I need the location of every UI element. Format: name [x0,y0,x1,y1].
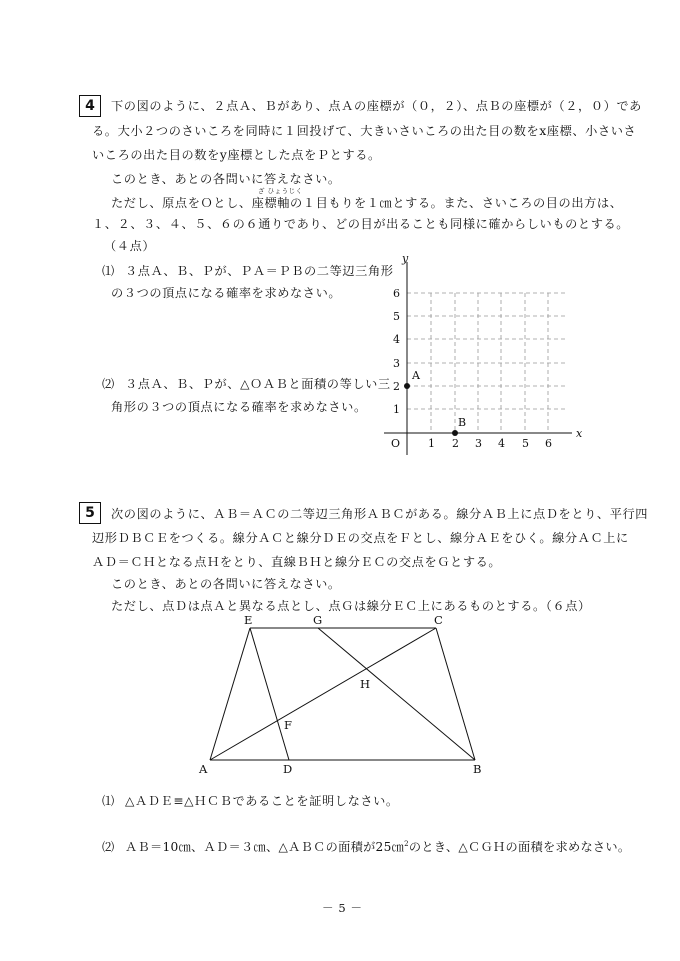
x-tick-3: 3 [475,437,482,450]
problem-5-q1-number: ⑴ [102,794,115,808]
problem-4-q1-number: ⑴ [102,264,115,278]
label-d: D [283,762,293,776]
problem-5-q2-number: ⑵ [102,840,115,854]
x-tick-6: 6 [545,437,552,450]
problem-4-ruby: ざ ひょうじく [258,187,303,195]
segment-bc [436,628,475,760]
segment-ac [210,628,436,760]
q2-text-part-b: のとき、△ＣＧＨの面積を求めなさい。 [408,840,631,855]
label-b: B [473,762,482,776]
x-tick-2: 2 [452,437,459,450]
problem-5-line-4: このとき、あとの各問いに答えなさい。 [111,577,341,591]
problem-4-q1-line-1: ３点Ａ、Ｂ、Ｐが、ＰＡ＝ＰＢの二等辺三角形 [125,264,394,278]
segment-de [250,628,289,760]
problem-5-line-5: ただし、点Ｄは点Ａと異なる点とし、点Ｇは線分ＥＣ上にあるものとする。（６点） [111,599,591,613]
problem-5-q1-text: △ＡＤＥ≡△ＨＣＢであることを証明しなさい。 [125,794,399,808]
x-tick-5: 5 [522,437,529,450]
problem-4-number: 4 [79,95,101,117]
point-a-marker [404,383,410,389]
y-tick-4: 4 [393,333,400,346]
y-tick-3: 3 [393,357,400,370]
y-tick-6: 6 [393,287,400,300]
problem-4-line-6: １、２、３、４、５、６の６通りであり、どの目が出ることも同様に確からしいものとする。 [92,217,630,231]
label-g: G [313,613,323,627]
label-e: E [244,613,253,627]
problem-5-line-1: 次の図のように、ＡＢ＝ＡＣの二等辺三角形ＡＢＣがある。線分ＡＢ上に点Ｄをとり、平行四 [111,507,649,521]
segment-bg [318,628,475,760]
problem-4-line-2: る。大小２つのさいころを同時に１回投げて、大きいさいころの出た目の数をx座標、小さいさ [92,124,637,138]
problem-5-line-3: ＡＤ＝ＣＨとなる点Ｈをとり、直線ＢＨと線分ＥＣの交点をＧとする。 [92,555,502,569]
x-tick-1: 1 [428,437,435,450]
origin-label: O [391,437,401,450]
x-axis-label: x [576,427,583,440]
point-b-marker [452,430,458,436]
problem-4-line-4: このとき、あとの各問いに答えなさい。 [111,172,341,186]
graph-grid [407,293,565,433]
q2-text-part-a: ＡＢ＝10㎝、ＡＤ＝３㎝、△ＡＢＣの面積が25㎝ [125,840,405,855]
problem-4-q2-line-2: 角形の３つの頂点になる確率を求めなさい。 [111,400,367,414]
problem-4-points: （４点） [104,239,156,253]
y-axis-label: y [402,252,409,265]
problem-4-line-3: いころの出た目の数をy座標とした点をＰとする。 [92,148,381,162]
problem-5-line-2: 辺形ＤＢＣＥをつくる。線分ＡＣと線分ＤＥの交点をＦとし、線分ＡＥをひく。線分ＡＣ上に [92,531,629,545]
label-h: H [360,677,371,691]
label-a: A [199,762,208,776]
label-f: F [284,718,292,732]
x-tick-4: 4 [498,437,505,450]
problem-4-q2-line-1: ３点Ａ、Ｂ、Ｐが、△ＯＡＢと面積の等しい三 [125,377,391,391]
y-tick-5: 5 [393,310,400,323]
problem-4-q2-number: ⑵ [102,377,115,391]
problem-5-number: 5 [79,502,101,524]
page-number: － 5 － [322,901,363,915]
segment-ae [210,628,250,760]
point-a-label: A [412,369,420,382]
point-b-label: B [458,416,467,429]
y-tick-2: 2 [393,380,400,393]
y-tick-1: 1 [393,403,400,416]
q2-superscript: 2 [404,840,409,848]
problem-5-q2-text [125,840,630,855]
problem-4-line-1: 下の図のように、２点Ａ、Ｂがあり、点Ａの座標が（０，２）、点Ｂの座標が（２，０）であ [111,99,642,113]
problem-4-q1-line-2: の３つの頂点になる確率を求めなさい。 [111,286,342,300]
label-c: C [434,613,443,627]
problem-4-line-5: ただし、原点をＯとし、座標軸の１目もりを１㎝とする。また、さいころの目の出方は、 [111,196,623,210]
